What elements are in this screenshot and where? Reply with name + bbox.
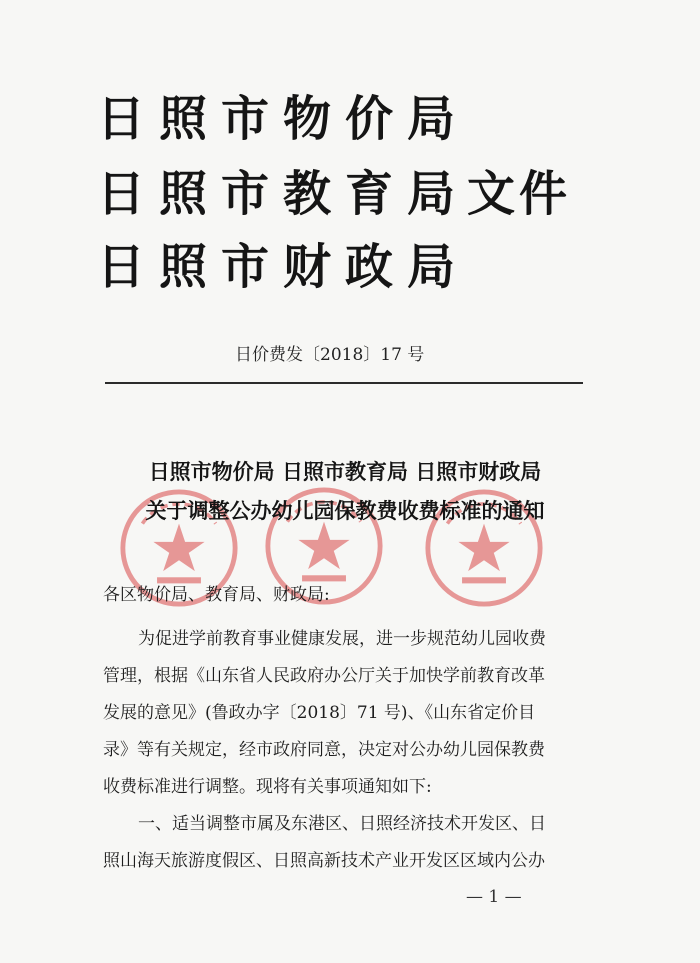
- issuer-1: 日照市物价局: [97, 91, 470, 147]
- body-line-2: 管理，根据《山东省人民政府办公厅关于加快学前教育改革: [103, 666, 545, 686]
- header-divider: [105, 382, 583, 384]
- document-title-line-1: 日照市物价局 日照市教育局 日照市财政局: [148, 460, 542, 484]
- body-line-5: 收费标准进行调整。现将有关事项通知如下:: [103, 777, 432, 797]
- body-line-3: 发展的意见》(鲁政办字〔2018〕71 号)、《山东省定价目: [103, 703, 536, 723]
- body-line-4: 录》等有关规定，经市政府同意，决定对公办幼儿园保教费: [103, 740, 545, 760]
- salutation: 各区物价局、教育局、财政局:: [103, 585, 330, 605]
- document-word: 文件: [467, 166, 572, 222]
- body-line-1: 为促进学前教育事业健康发展，进一步规范幼儿园收费: [138, 629, 546, 649]
- body-line-6: 一、适当调整市属及东港区、日照经济技术开发区、日: [138, 814, 546, 834]
- body-line-7: 照山海天旅游度假区、日照高新技术产业开发区区域内公办: [103, 851, 545, 871]
- document-number: 日价费发〔2018〕17 号: [235, 345, 425, 365]
- page-number: — 1 —: [466, 887, 522, 907]
- document-title-line-2: 关于调整公办幼儿园保教费收费标准的通知: [145, 499, 545, 523]
- issuer-3: 日照市财政局: [97, 239, 470, 295]
- issuer-header: [97, 85, 577, 305]
- issuer-2: 日照市教育局: [97, 166, 470, 222]
